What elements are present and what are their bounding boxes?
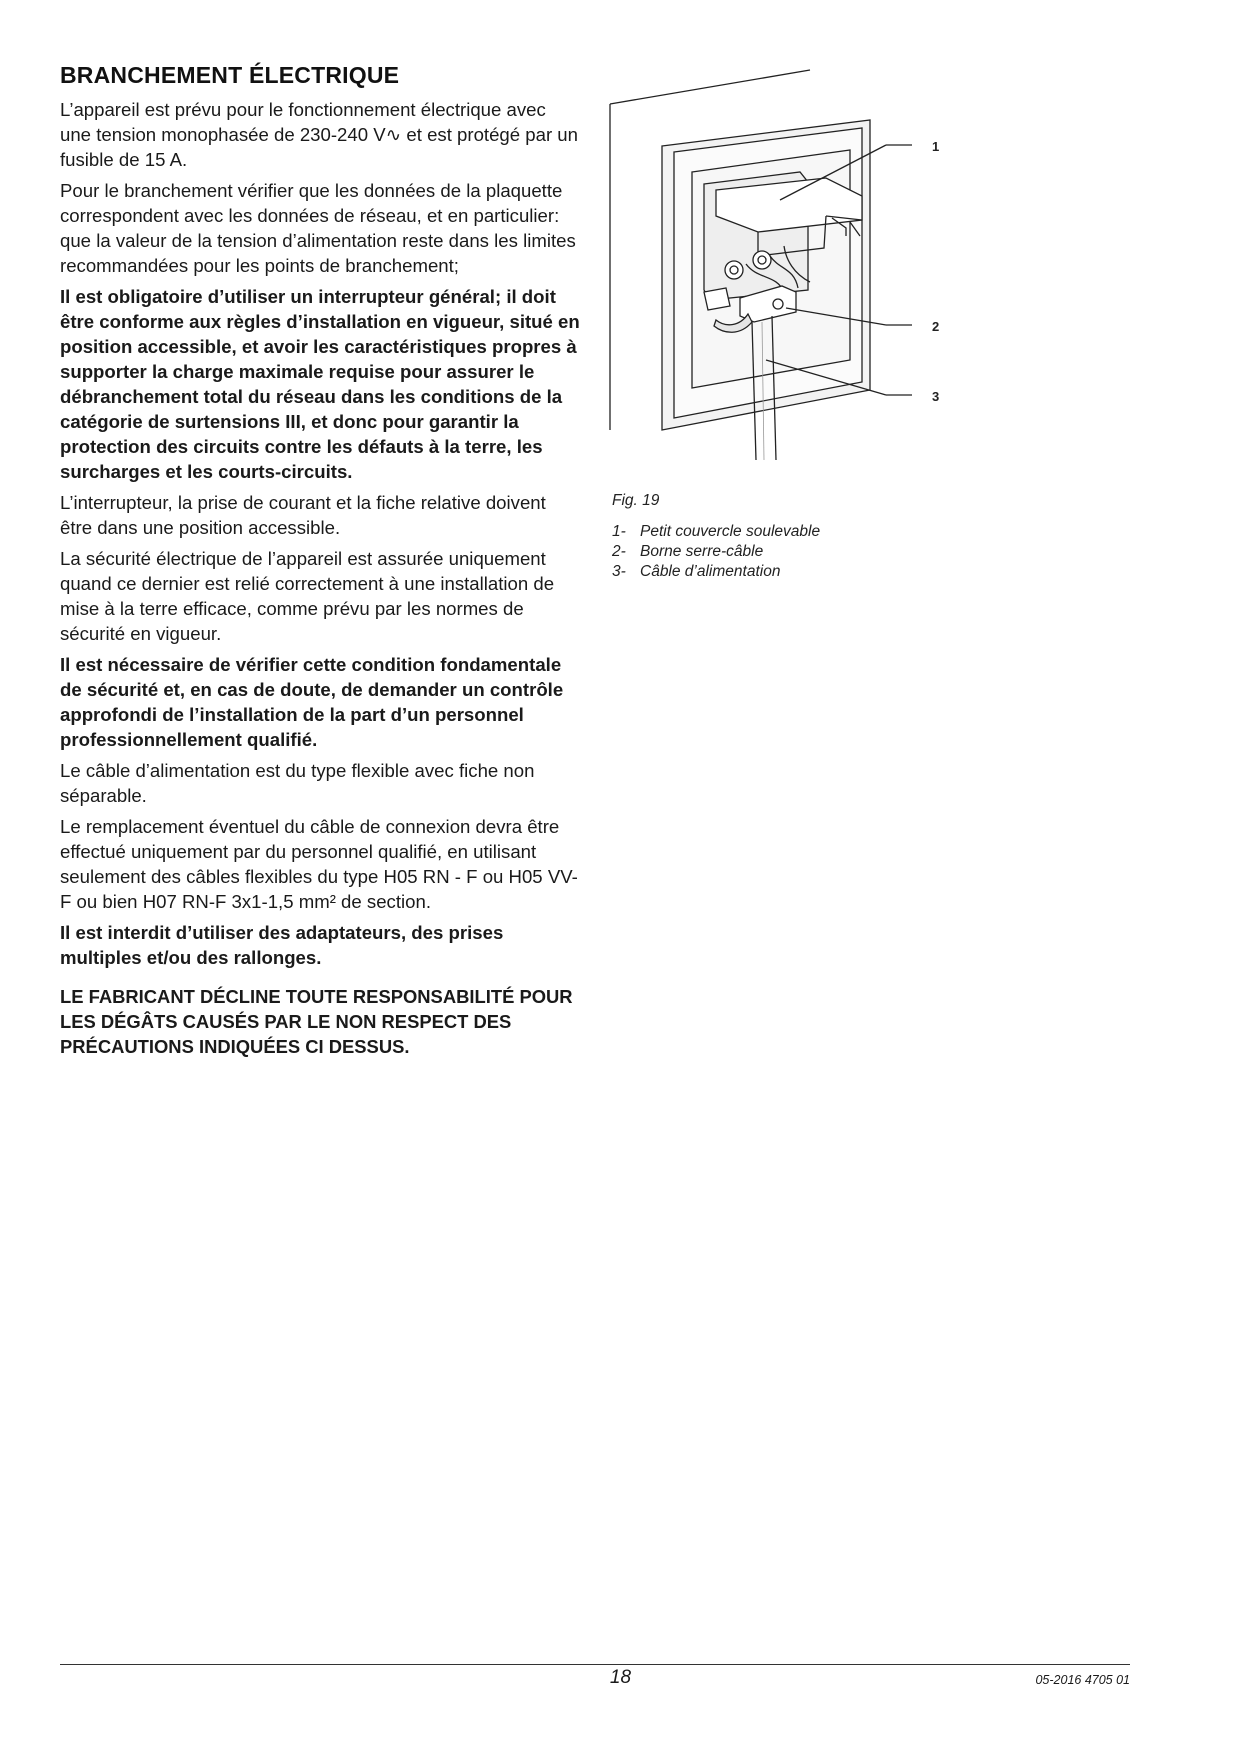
manufacturer-disclaimer: LE FABRICANT DÉCLINE TOUTE RESPONSABILITÉ POUR LES DÉGÂTS CAUSÉS PAR LE NON RESPECT DES PRÉCAUTIONS INDIQUÉES CI DESSUS. bbox=[60, 986, 573, 1057]
page-number: 18 bbox=[609, 1667, 632, 1688]
legend-label: Borne serre-câble bbox=[640, 543, 764, 560]
paragraph-main-switch: Il est obligatoire d’utiliser un interrupteur général; il doit être conforme aux règles d’installation en vigueur, situé en position accessible, et avoir les caractéristiques propres à supporter la charge maximale requise pour assurer le débranchement total du réseau dans les conditions de la catégorie de surtensions III, et donc pour garantir la protection des circuits contre les défauts à la terre, les surcharges et les courts-circuits. bbox=[60, 286, 580, 482]
figure-caption: Fig. 19 bbox=[612, 492, 660, 509]
callout-2: 2 bbox=[932, 319, 940, 334]
legend-number: 2- bbox=[612, 543, 626, 560]
document-code: 05-2016 4705 01 bbox=[1035, 1673, 1130, 1687]
legend-label: Câble d’alimentation bbox=[640, 563, 781, 580]
paragraph-cable-type: Le câble d’alimentation est du type flexible avec fiche non séparable. bbox=[60, 760, 535, 806]
paragraph-voltage: L’appareil est prévu pour le fonctionnement électrique avec une tension monophasée de 230-240 V∿ et est protégé par un fusible de 15 A. bbox=[60, 99, 578, 170]
legend-item bbox=[612, 542, 820, 562]
main-text-column bbox=[60, 62, 580, 1065]
legend-label: Petit couvercle soulevable bbox=[640, 523, 821, 540]
footer-divider bbox=[60, 1664, 1130, 1665]
paragraph-accessible: L’interrupteur, la prise de courant et la fiche relative doivent être dans une position accessible. bbox=[60, 492, 546, 538]
callout-3: 3 bbox=[932, 389, 940, 404]
paragraph-cable-replacement: Le remplacement éventuel du câble de connexion devra être effectué uniquement par du personnel qualifié, en utilisant seulement des câbles flexibles du type H05 RN - F ou H05 VV-F ou bien H07 RN-F 3x1-1,5 mm² de section. bbox=[60, 816, 578, 912]
paragraph-check-data: Pour le branchement vérifier que les données de la plaquette correspondent avec les données de réseau, et en particulier: que la valeur de la tension d’alimentation reste dans les limites recommandées pour les points de branchement; bbox=[60, 180, 576, 276]
section-heading: BRANCHEMENT ÉLECTRIQUE bbox=[60, 62, 400, 88]
legend-item bbox=[612, 562, 820, 582]
figure-legend bbox=[612, 522, 820, 582]
paragraph-earthing: La sécurité électrique de l’appareil est assurée uniquement quand ce dernier est relié correctement à une installation de mise à la terre efficace, comme prévu par les normes de sécurité en vigueur. bbox=[60, 548, 555, 644]
paragraph-no-adapters: Il est interdit d’utiliser des adaptateurs, des prises multiples et/ou des rallonges. bbox=[60, 922, 504, 968]
legend-number: 3- bbox=[612, 563, 626, 580]
paragraph-verify-condition: Il est nécessaire de vérifier cette condition fondamentale de sécurité et, en cas de doute, de demander un contrôle approfondi de l’installation de la part d’un personnel professionnellement qualifié. bbox=[60, 654, 564, 750]
callout-1: 1 bbox=[932, 139, 940, 154]
figure-19-wiring-illustration bbox=[600, 60, 960, 460]
legend-number: 1- bbox=[612, 523, 626, 540]
legend-item bbox=[612, 522, 820, 542]
